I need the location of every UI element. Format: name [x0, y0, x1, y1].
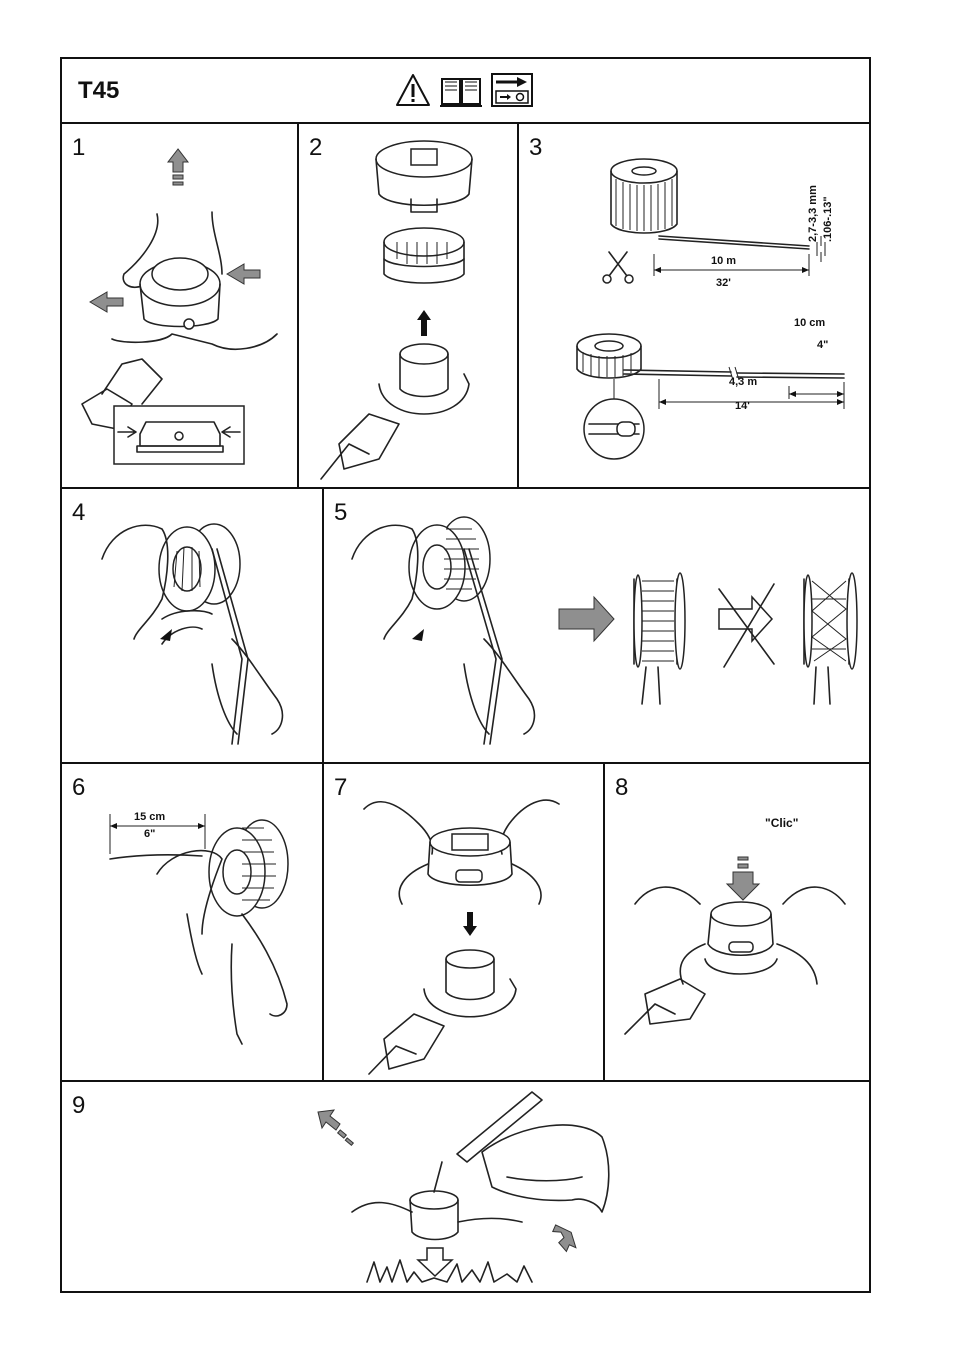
step-7-panel — [322, 764, 603, 1080]
diameter-mm-label: 2,7-3,3 mm — [807, 185, 819, 242]
step-5-panel — [322, 489, 873, 762]
step-number: 6 — [72, 774, 86, 801]
step-number: 5 — [334, 499, 348, 526]
step-3-panel — [517, 124, 873, 487]
step-4-panel — [62, 489, 322, 762]
step-6-illustration — [62, 764, 322, 1082]
diameter-in-label: .106-.13" — [822, 196, 834, 242]
step-number: 4 — [72, 499, 86, 526]
step-6-panel — [62, 764, 322, 1080]
step-8-panel — [603, 764, 873, 1080]
safety-icons — [395, 73, 533, 107]
manual-book-icon — [439, 73, 483, 107]
half-ft-label: 14' — [735, 400, 750, 412]
step-1-illustration — [62, 124, 297, 489]
row-2 — [62, 489, 869, 764]
warning-triangle-icon — [395, 73, 431, 107]
step-7-illustration — [324, 764, 605, 1082]
step-9-panel — [62, 1082, 873, 1295]
step-4-illustration — [62, 489, 322, 764]
tail-in-label: 4" — [817, 339, 829, 351]
step-2-panel — [297, 124, 517, 487]
step-number: 2 — [309, 134, 323, 161]
instruction-sheet — [60, 57, 871, 1293]
row-3 — [62, 764, 869, 1082]
step-2-illustration — [299, 124, 519, 489]
header — [62, 59, 869, 124]
tail-cm-label: 10 cm — [794, 317, 826, 329]
attention-direction-icon — [491, 73, 533, 107]
step-5-illustration — [324, 489, 875, 764]
step-number: 1 — [72, 134, 86, 161]
step-8-illustration — [605, 764, 875, 1082]
length-ft-label: 32' — [716, 277, 731, 289]
step-number: 3 — [529, 134, 543, 161]
half-m-label: 4,3 m — [729, 376, 758, 388]
step-number: 9 — [72, 1092, 86, 1119]
row-4 — [62, 1082, 869, 1295]
step-1-panel — [62, 124, 297, 487]
step-number: 8 — [615, 774, 629, 801]
clic-sound-label: "Clic" — [765, 816, 799, 830]
step-9-illustration — [62, 1082, 873, 1295]
length-m-label: 10 m — [711, 255, 737, 267]
step-number: 7 — [334, 774, 348, 801]
row-1 — [62, 124, 869, 489]
length-cm-label: 15 cm — [134, 811, 166, 823]
model-title: T45 — [78, 77, 120, 104]
length-in-label: 6" — [144, 828, 156, 840]
step-3-illustration — [519, 124, 875, 489]
